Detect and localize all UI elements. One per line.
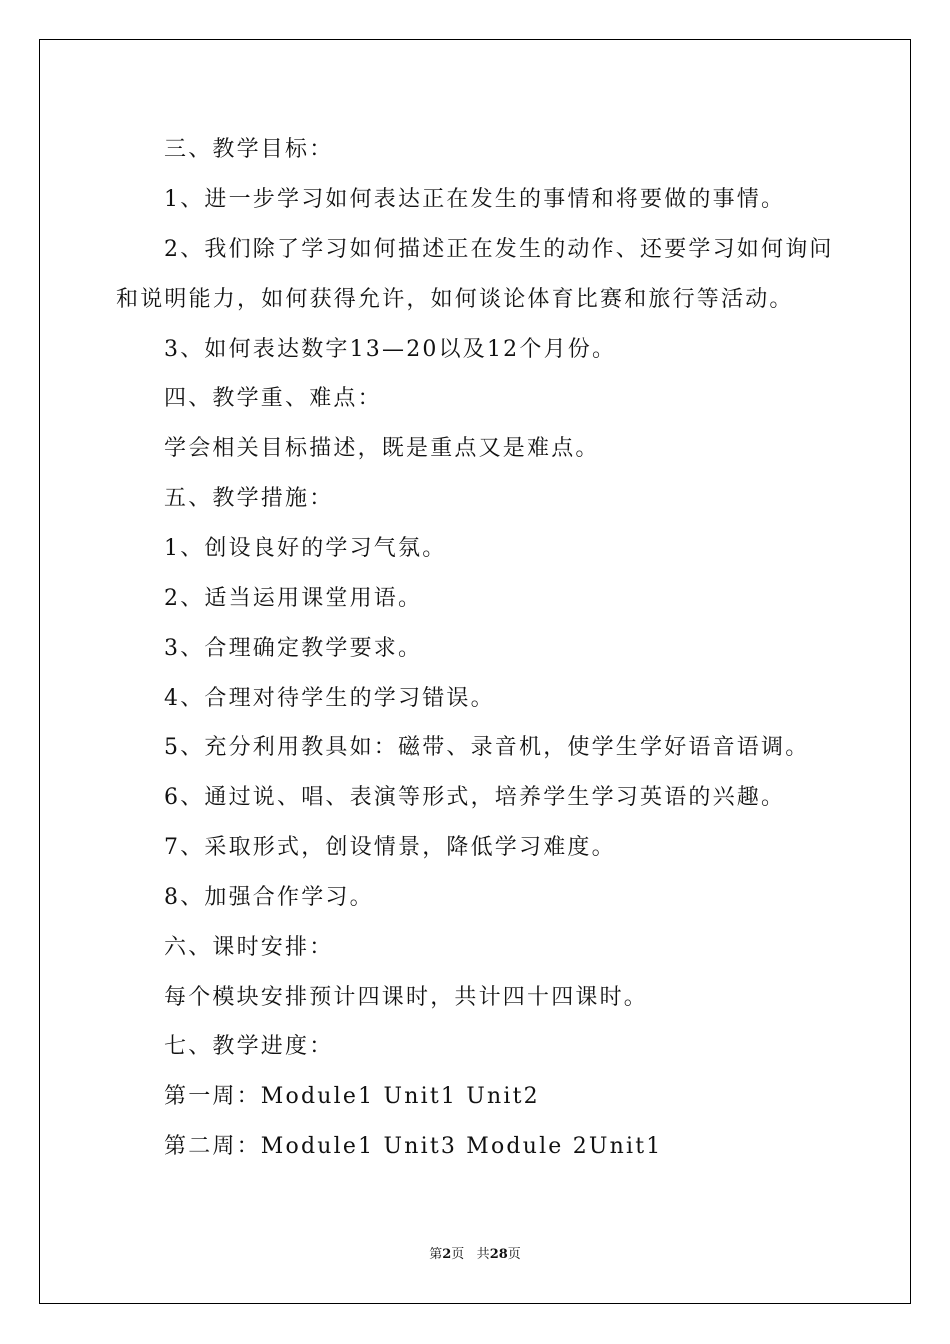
goal-item-3: 3、如何表达数字13—20以及12个月份。	[164, 337, 617, 362]
progress-week-2: 第二周：Module1 Unit3 Module 2Unit1	[164, 1134, 663, 1159]
measure-item-7: 7、采取形式，创设情景，降低学习难度。	[164, 835, 616, 860]
measure-item-6: 6、通过说、唱、表演等形式，培养学生学习英语的兴趣。	[164, 785, 786, 810]
key-points-text: 学会相关目标描述，既是重点又是难点。	[164, 436, 600, 461]
schedule-text: 每个模块安排预计四课时，共计四十四课时。	[164, 985, 649, 1010]
goal-item-2-line-1: 2、我们除了学习如何描述正在发生的动作、还要学习如何询问	[164, 237, 834, 262]
heading-measures: 五、教学措施：	[164, 486, 334, 511]
page-footer	[0, 1247, 950, 1263]
heading-schedule: 六、课时安排：	[164, 935, 334, 960]
footer-page-word: 页	[451, 1247, 465, 1262]
page-border	[39, 39, 911, 1304]
heading-progress: 七、教学进度：	[164, 1034, 334, 1059]
goal-item-1: 1、进一步学习如何表达正在发生的事情和将要做的事情。	[164, 187, 786, 212]
goal-item-2-line-2: 和说明能力，如何获得允许，如何谈论体育比赛和旅行等活动。	[116, 287, 794, 312]
measure-item-8: 8、加强合作学习。	[164, 885, 374, 910]
heading-teaching-goals: 三、教学目标：	[164, 137, 334, 162]
measure-item-2: 2、适当运用课堂用语。	[164, 586, 423, 611]
measure-item-5: 5、充分利用教具如：磁带、录音机，使学生学好语音语调。	[164, 735, 810, 760]
measure-item-3: 3、合理确定教学要求。	[164, 636, 423, 661]
footer-suffix: 页	[507, 1247, 521, 1262]
heading-key-points: 四、教学重、难点：	[164, 386, 382, 411]
footer-total-pages: 28	[489, 1247, 508, 1262]
footer-prefix: 第	[429, 1247, 443, 1262]
progress-week-1: 第一周：Module1 Unit1 Unit2	[164, 1084, 540, 1109]
measure-item-1: 1、创设良好的学习气氛。	[164, 536, 447, 561]
measure-item-4: 4、合理对待学生的学习错误。	[164, 686, 495, 711]
footer-current-page: 2	[442, 1247, 452, 1262]
footer-total-prefix: 共	[476, 1247, 490, 1262]
